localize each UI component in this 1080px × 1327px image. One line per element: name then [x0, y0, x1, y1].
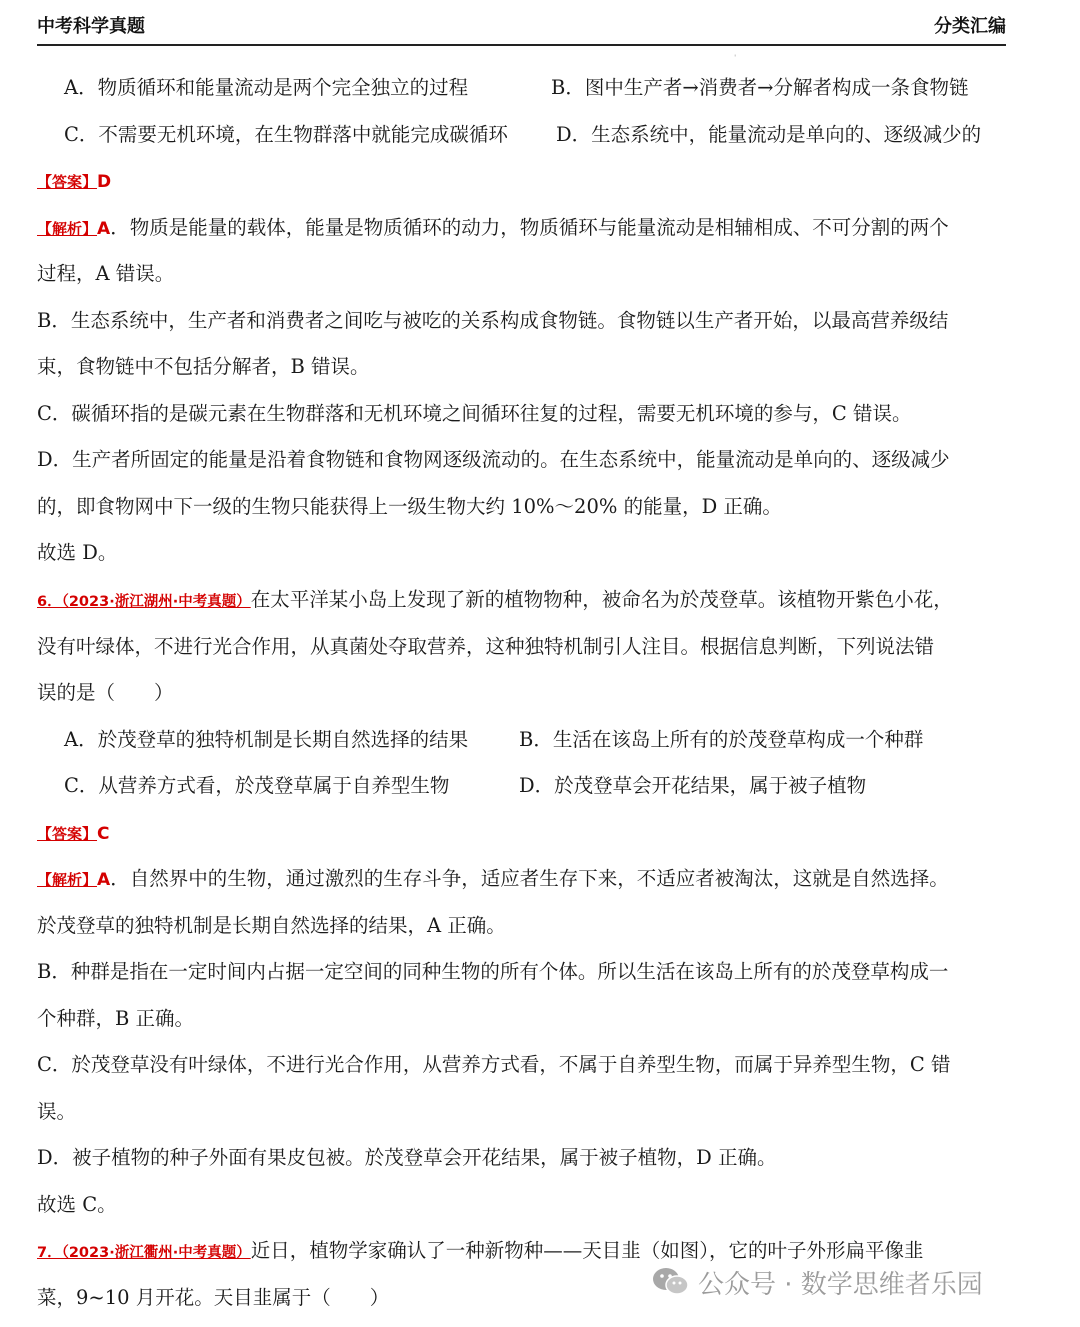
q6-analysis-d1: D．被子植物的种子外面有果皮包被。於茂登草会开花结果，属于被子植物，D 正确。	[37, 1146, 777, 1169]
q7-stem-text: 近日，植物学家确认了一种新物种——天目韭（如图），它的叶子外形扁平像韭	[250, 1239, 924, 1262]
answer-value: C	[97, 824, 110, 844]
q7-source: 7．（2023·浙江衢州·中考真题）	[37, 1245, 251, 1261]
q6-option-a: A．於茂登草的独特机制是长期自然选择的结果	[64, 728, 469, 751]
q5-option-c: C．不需要无机环境，在生物群落中就能完成碳循环	[64, 123, 508, 146]
header-category: 分类汇编	[934, 16, 1006, 37]
analysis-prefix: A	[97, 870, 111, 890]
q6-stem-3: 误的是（ ）	[37, 681, 174, 704]
q6-option-d: D．於茂登草会开花结果，属于被子植物	[519, 774, 867, 797]
q6-option-c: C．从营养方式看，於茂登草属于自养型生物	[64, 774, 450, 797]
q6-analysis-b2: 个种群，B 正确。	[37, 1007, 195, 1030]
header-title: 中考科学真题	[37, 16, 145, 37]
q6-choice: 故选 C。	[37, 1193, 117, 1216]
q6-answer	[37, 818, 110, 849]
stray-mark: ˈ	[734, 54, 737, 63]
q5-option-a: A．物质循环和能量流动是两个完全独立的过程	[64, 76, 469, 99]
q6-option-b: B．生活在该岛上所有的於茂登草构成一个种群	[519, 728, 924, 751]
answer-value: D	[97, 172, 112, 192]
answer-tag: 【答案】	[37, 825, 98, 843]
analysis-prefix: A	[97, 219, 111, 239]
q5-analysis-b1: B．生态系统中，生产者和消费者之间吃与被吃的关系构成食物链。食物链以生产者开始，以最高营养级结	[37, 309, 949, 332]
q5-analysis-b2: 束，食物链中不包括分解者，B 错误。	[37, 355, 370, 378]
q6-analysis-c2: 误。	[37, 1100, 77, 1123]
q5-option-b: B．图中生产者→消费者→分解者构成一条食物链	[551, 76, 969, 99]
q5-analysis-c1: C．碳循环指的是碳元素在生物群落和无机环境之间循环往复的过程，需要无机环境的参与，C 错误。	[37, 402, 912, 425]
watermark	[652, 1260, 983, 1304]
analysis-tag: 【解析】	[37, 871, 98, 889]
answer-tag: 【答案】	[37, 173, 98, 191]
q7-stem-2: 菜，9~10 月开花。天目韭属于（ ）	[37, 1286, 390, 1309]
q5-answer	[37, 166, 111, 197]
q5-analysis-d2: 的，即食物网中下一级的生物只能获得上一级生物大约 10%～20% 的能量，D 正确。	[37, 495, 782, 518]
watermark-text: 公众号 · 数学思维者乐园	[698, 1269, 983, 1300]
q5-analysis-d1: D．生产者所固定的能量是沿着食物链和食物网逐级流动的。在生态系统中，能量流动是单向的、逐级减少	[37, 448, 950, 471]
q5-choice: 故选 D。	[37, 541, 118, 564]
q6-source: 6．（2023·浙江湖州·中考真题）	[37, 594, 251, 610]
page-header	[37, 8, 1006, 46]
q6-analysis-c1: C．於茂登草没有叶绿体，不进行光合作用，从营养方式看，不属于自养型生物，而属于异养型生物，C 错	[37, 1053, 951, 1076]
q5-analysis-a1	[37, 213, 949, 244]
wechat-icon	[652, 1266, 690, 1298]
q5-option-d: D．生态系统中，能量流动是单向的、逐级减少的	[556, 123, 982, 146]
analysis-tag: 【解析】	[37, 220, 98, 238]
q6-analysis-b1: B．种群是指在一定时间内占据一定空间的同种生物的所有个体。所以生活在该岛上所有的於茂登草构成一	[37, 960, 949, 983]
q6-stem-1	[37, 585, 953, 617]
q6-stem-text: 在太平洋某小岛上发现了新的植物物种，被命名为於茂登草。该植物开紫色小花，	[250, 588, 953, 611]
q6-analysis-a1	[37, 864, 949, 895]
q6-analysis-a2: 於茂登草的独特机制是长期自然选择的结果，A 正确。	[37, 914, 506, 937]
analysis-text: ．物质是能量的载体，能量是物质循环的动力，物质循环与能量流动是相辅相成、不可分割的两个	[110, 216, 949, 239]
analysis-text: ．自然界中的生物，通过激烈的生存斗争，适应者生存下来，不适应者被淘汰，这就是自然选择。	[110, 867, 949, 890]
q5-analysis-a2: 过程，A 错误。	[37, 262, 175, 285]
q6-stem-2: 没有叶绿体，不进行光合作用，从真菌处夺取营养，这种独特机制引人注目。根据信息判断，下列说法错	[37, 635, 935, 658]
